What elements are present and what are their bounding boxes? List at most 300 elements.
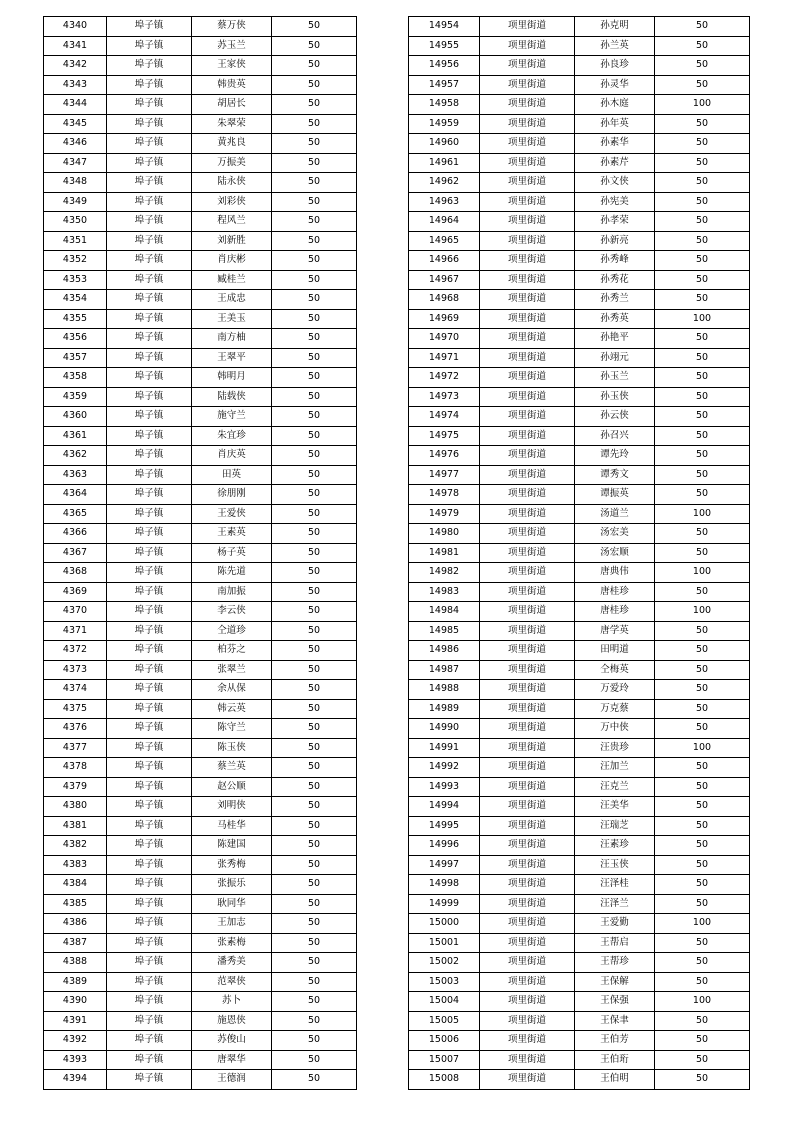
town-cell: 埠子镇 [107,621,192,641]
amount-cell: 50 [272,972,357,992]
name-cell: 孙云侠 [575,407,655,427]
table-row [409,36,750,56]
name-cell: 朱宜珍 [192,426,272,446]
name-cell: 孙素华 [575,134,655,154]
table-row [409,504,750,524]
amount-cell: 50 [272,660,357,680]
town-cell: 埠子镇 [107,192,192,212]
name-cell: 胡居长 [192,95,272,115]
name-cell: 孙秀花 [575,270,655,290]
town-cell: 项里街道 [480,914,575,934]
id-cell: 15005 [409,1011,480,1031]
table-row [44,290,357,310]
id-cell: 15000 [409,914,480,934]
name-cell: 王爱勤 [575,914,655,934]
id-cell: 4392 [44,1031,107,1051]
id-cell: 4394 [44,1070,107,1090]
name-cell: 王加志 [192,914,272,934]
town-cell: 项里街道 [480,36,575,56]
id-cell: 4354 [44,290,107,310]
name-cell: 陆永侠 [192,173,272,193]
name-cell: 陈先道 [192,563,272,583]
town-cell: 项里街道 [480,699,575,719]
table-row [409,134,750,154]
amount-cell: 50 [272,329,357,349]
name-cell: 马桂华 [192,816,272,836]
name-cell: 韩贵英 [192,75,272,95]
id-cell: 4371 [44,621,107,641]
table-row [44,309,357,329]
amount-cell: 50 [272,446,357,466]
amount-cell: 50 [655,134,750,154]
table-row [409,738,750,758]
name-cell: 王爱侠 [192,504,272,524]
name-cell: 南方柚 [192,329,272,349]
amount-cell: 50 [655,36,750,56]
town-cell: 埠子镇 [107,309,192,329]
id-cell: 4368 [44,563,107,583]
id-cell: 14958 [409,95,480,115]
amount-cell: 50 [655,231,750,251]
id-cell: 14961 [409,153,480,173]
amount-cell: 50 [655,894,750,914]
table-row [44,504,357,524]
town-cell: 埠子镇 [107,1050,192,1070]
table-row [409,855,750,875]
town-cell: 项里街道 [480,641,575,661]
town-cell: 埠子镇 [107,387,192,407]
id-cell: 14960 [409,134,480,154]
table-row [44,933,357,953]
table-row [44,621,357,641]
town-cell: 项里街道 [480,114,575,134]
table-row [409,992,750,1012]
name-cell: 赵公顺 [192,777,272,797]
table-row [44,17,357,37]
name-cell: 汪素珍 [575,836,655,856]
table-row [44,816,357,836]
id-cell: 4377 [44,738,107,758]
amount-cell: 50 [272,504,357,524]
name-cell: 陈守兰 [192,719,272,739]
name-cell: 田英 [192,465,272,485]
table-row [409,485,750,505]
town-cell: 埠子镇 [107,368,192,388]
town-cell: 埠子镇 [107,407,192,427]
amount-cell: 50 [655,251,750,271]
table-row [44,95,357,115]
town-cell: 埠子镇 [107,933,192,953]
table-row [44,1070,357,1090]
amount-cell: 50 [655,641,750,661]
amount-cell: 50 [272,407,357,427]
town-cell: 项里街道 [480,816,575,836]
table-row [409,348,750,368]
town-cell: 埠子镇 [107,173,192,193]
amount-cell: 50 [655,56,750,76]
amount-cell: 50 [272,582,357,602]
table-row [409,875,750,895]
name-cell: 张秀梅 [192,855,272,875]
table-row [44,251,357,271]
name-cell: 耿同华 [192,894,272,914]
town-cell: 项里街道 [480,290,575,310]
amount-cell: 50 [272,524,357,544]
name-cell: 孙克明 [575,17,655,37]
id-cell: 15007 [409,1050,480,1070]
amount-cell: 50 [655,407,750,427]
table-row [409,192,750,212]
name-cell: 王成忠 [192,290,272,310]
table-row [44,212,357,232]
table-row [44,836,357,856]
id-cell: 14991 [409,738,480,758]
id-cell: 14999 [409,894,480,914]
table-row [409,894,750,914]
amount-cell: 50 [272,56,357,76]
id-cell: 4365 [44,504,107,524]
amount-cell: 50 [272,134,357,154]
name-cell: 王保强 [575,992,655,1012]
table-row [409,426,750,446]
town-cell: 埠子镇 [107,758,192,778]
name-cell: 王保解 [575,972,655,992]
id-cell: 14982 [409,563,480,583]
table-row [44,875,357,895]
amount-cell: 50 [272,17,357,37]
table-row [44,738,357,758]
table-row [44,153,357,173]
amount-cell: 100 [655,504,750,524]
town-cell: 项里街道 [480,485,575,505]
town-cell: 项里街道 [480,972,575,992]
id-cell: 14970 [409,329,480,349]
name-cell: 黄兆良 [192,134,272,154]
town-cell: 埠子镇 [107,446,192,466]
table-row [44,972,357,992]
name-cell: 王保聿 [575,1011,655,1031]
name-cell: 施守兰 [192,407,272,427]
name-cell: 陈玉侠 [192,738,272,758]
id-cell: 4347 [44,153,107,173]
amount-cell: 50 [655,543,750,563]
town-cell: 埠子镇 [107,36,192,56]
table-row [409,212,750,232]
town-cell: 埠子镇 [107,953,192,973]
town-cell: 埠子镇 [107,797,192,817]
id-cell: 4367 [44,543,107,563]
id-cell: 14972 [409,368,480,388]
name-cell: 汪泽桂 [575,875,655,895]
table-row [409,719,750,739]
table-row [409,836,750,856]
table-row [409,173,750,193]
name-cell: 刘新胜 [192,231,272,251]
id-cell: 4382 [44,836,107,856]
name-cell: 汤宏顺 [575,543,655,563]
amount-cell: 50 [655,524,750,544]
table-row [44,173,357,193]
id-cell: 4381 [44,816,107,836]
name-cell: 汪美华 [575,797,655,817]
amount-cell: 50 [272,270,357,290]
id-cell: 4340 [44,17,107,37]
table-row [44,914,357,934]
id-cell: 4356 [44,329,107,349]
amount-cell: 50 [655,212,750,232]
name-cell: 王伯珩 [575,1050,655,1070]
amount-cell: 50 [655,797,750,817]
name-cell: 陈建国 [192,836,272,856]
table-row [44,426,357,446]
amount-cell: 50 [272,699,357,719]
table-row [44,270,357,290]
town-cell: 埠子镇 [107,524,192,544]
amount-cell: 50 [655,446,750,466]
amount-cell: 50 [272,192,357,212]
table-row [409,407,750,427]
amount-cell: 50 [655,1070,750,1090]
name-cell: 孙文侠 [575,173,655,193]
id-cell: 4348 [44,173,107,193]
table-row [44,660,357,680]
amount-cell: 50 [655,270,750,290]
id-cell: 14993 [409,777,480,797]
amount-cell: 50 [655,660,750,680]
table-row [409,816,750,836]
name-cell: 陆载侠 [192,387,272,407]
id-cell: 14968 [409,290,480,310]
id-cell: 4383 [44,855,107,875]
town-cell: 项里街道 [480,1050,575,1070]
id-cell: 14965 [409,231,480,251]
id-cell: 4359 [44,387,107,407]
amount-cell: 100 [655,95,750,115]
name-cell: 汪克兰 [575,777,655,797]
amount-cell: 50 [272,992,357,1012]
table-row [409,95,750,115]
amount-cell: 50 [272,953,357,973]
town-cell: 项里街道 [480,738,575,758]
table-row [44,348,357,368]
id-cell: 14956 [409,56,480,76]
id-cell: 14963 [409,192,480,212]
amount-cell: 50 [272,680,357,700]
town-cell: 项里街道 [480,894,575,914]
name-cell: 臧桂兰 [192,270,272,290]
amount-cell: 50 [655,719,750,739]
table-row [44,641,357,661]
name-cell: 范翠侠 [192,972,272,992]
name-cell: 苏玉兰 [192,36,272,56]
name-cell: 万克蔡 [575,699,655,719]
town-cell: 项里街道 [480,582,575,602]
table-row [44,777,357,797]
name-cell: 韩云英 [192,699,272,719]
name-cell: 韩明月 [192,368,272,388]
amount-cell: 50 [272,1070,357,1090]
town-cell: 埠子镇 [107,738,192,758]
amount-cell: 50 [272,1050,357,1070]
id-cell: 4343 [44,75,107,95]
table-row [409,1070,750,1090]
town-cell: 项里街道 [480,621,575,641]
amount-cell: 50 [655,1031,750,1051]
amount-cell: 50 [272,738,357,758]
id-cell: 14973 [409,387,480,407]
amount-cell: 50 [272,621,357,641]
amount-cell: 50 [655,114,750,134]
table-row [409,446,750,466]
id-cell: 4360 [44,407,107,427]
name-cell: 孙新亮 [575,231,655,251]
town-cell: 埠子镇 [107,348,192,368]
name-cell: 汪泽兰 [575,894,655,914]
amount-cell: 50 [272,426,357,446]
amount-cell: 100 [655,602,750,622]
amount-cell: 50 [272,758,357,778]
amount-cell: 50 [272,543,357,563]
name-cell: 孙木庭 [575,95,655,115]
amount-cell: 50 [655,1011,750,1031]
name-cell: 唐桂珍 [575,602,655,622]
left-table-body [44,17,357,1090]
amount-cell: 50 [272,465,357,485]
name-cell: 徐朋刚 [192,485,272,505]
name-cell: 孙玉侠 [575,387,655,407]
id-cell: 4373 [44,660,107,680]
town-cell: 项里街道 [480,992,575,1012]
id-cell: 4342 [44,56,107,76]
name-cell: 程风兰 [192,212,272,232]
amount-cell: 50 [272,1011,357,1031]
town-cell: 埠子镇 [107,914,192,934]
id-cell: 14980 [409,524,480,544]
id-cell: 15003 [409,972,480,992]
name-cell: 刘明侠 [192,797,272,817]
town-cell: 埠子镇 [107,329,192,349]
town-cell: 埠子镇 [107,972,192,992]
table-row [409,387,750,407]
name-cell: 孙秀兰 [575,290,655,310]
amount-cell: 50 [655,75,750,95]
id-cell: 4375 [44,699,107,719]
amount-cell: 100 [655,563,750,583]
amount-cell: 50 [272,875,357,895]
amount-cell: 50 [272,914,357,934]
name-cell: 谭秀文 [575,465,655,485]
name-cell: 柏芬之 [192,641,272,661]
town-cell: 项里街道 [480,75,575,95]
town-cell: 项里街道 [480,270,575,290]
table-row [44,563,357,583]
amount-cell: 50 [272,348,357,368]
id-cell: 14957 [409,75,480,95]
table-row [44,797,357,817]
id-cell: 4353 [44,270,107,290]
town-cell: 项里街道 [480,524,575,544]
id-cell: 14975 [409,426,480,446]
name-cell: 谭先玲 [575,446,655,466]
table-row [409,680,750,700]
table-row [44,1031,357,1051]
name-cell: 孙秀英 [575,309,655,329]
amount-cell: 50 [272,75,357,95]
town-cell: 埠子镇 [107,134,192,154]
town-cell: 项里街道 [480,777,575,797]
id-cell: 4389 [44,972,107,992]
amount-cell: 50 [655,582,750,602]
id-cell: 14977 [409,465,480,485]
name-cell: 汪贵珍 [575,738,655,758]
table-row [44,524,357,544]
town-cell: 项里街道 [480,407,575,427]
id-cell: 14976 [409,446,480,466]
name-cell: 杨子英 [192,543,272,563]
town-cell: 项里街道 [480,134,575,154]
id-cell: 4345 [44,114,107,134]
table-row [409,660,750,680]
amount-cell: 100 [655,309,750,329]
table-row [409,777,750,797]
town-cell: 埠子镇 [107,1070,192,1090]
town-cell: 埠子镇 [107,504,192,524]
table-row [409,251,750,271]
town-cell: 埠子镇 [107,992,192,1012]
amount-cell: 50 [272,816,357,836]
town-cell: 项里街道 [480,329,575,349]
table-row [409,114,750,134]
amount-cell: 50 [655,855,750,875]
id-cell: 14981 [409,543,480,563]
town-cell: 项里街道 [480,719,575,739]
id-cell: 14996 [409,836,480,856]
table-row [409,1031,750,1051]
amount-cell: 50 [655,933,750,953]
id-cell: 14989 [409,699,480,719]
id-cell: 4384 [44,875,107,895]
table-row [44,953,357,973]
table-row [44,387,357,407]
amount-cell: 50 [272,153,357,173]
town-cell: 埠子镇 [107,465,192,485]
table-row [44,134,357,154]
amount-cell: 50 [655,426,750,446]
id-cell: 4391 [44,1011,107,1031]
town-cell: 项里街道 [480,192,575,212]
town-cell: 项里街道 [480,504,575,524]
town-cell: 埠子镇 [107,485,192,505]
table-row [409,933,750,953]
table-row [44,368,357,388]
name-cell: 南加振 [192,582,272,602]
table-row [44,758,357,778]
amount-cell: 50 [272,251,357,271]
table-row [44,192,357,212]
name-cell: 孙良珍 [575,56,655,76]
amount-cell: 50 [655,972,750,992]
name-cell: 李云侠 [192,602,272,622]
table-row [409,153,750,173]
name-cell: 汪加兰 [575,758,655,778]
town-cell: 项里街道 [480,602,575,622]
amount-cell: 50 [655,758,750,778]
amount-cell: 50 [655,777,750,797]
town-cell: 埠子镇 [107,563,192,583]
id-cell: 14995 [409,816,480,836]
town-cell: 项里街道 [480,251,575,271]
table-row [44,719,357,739]
